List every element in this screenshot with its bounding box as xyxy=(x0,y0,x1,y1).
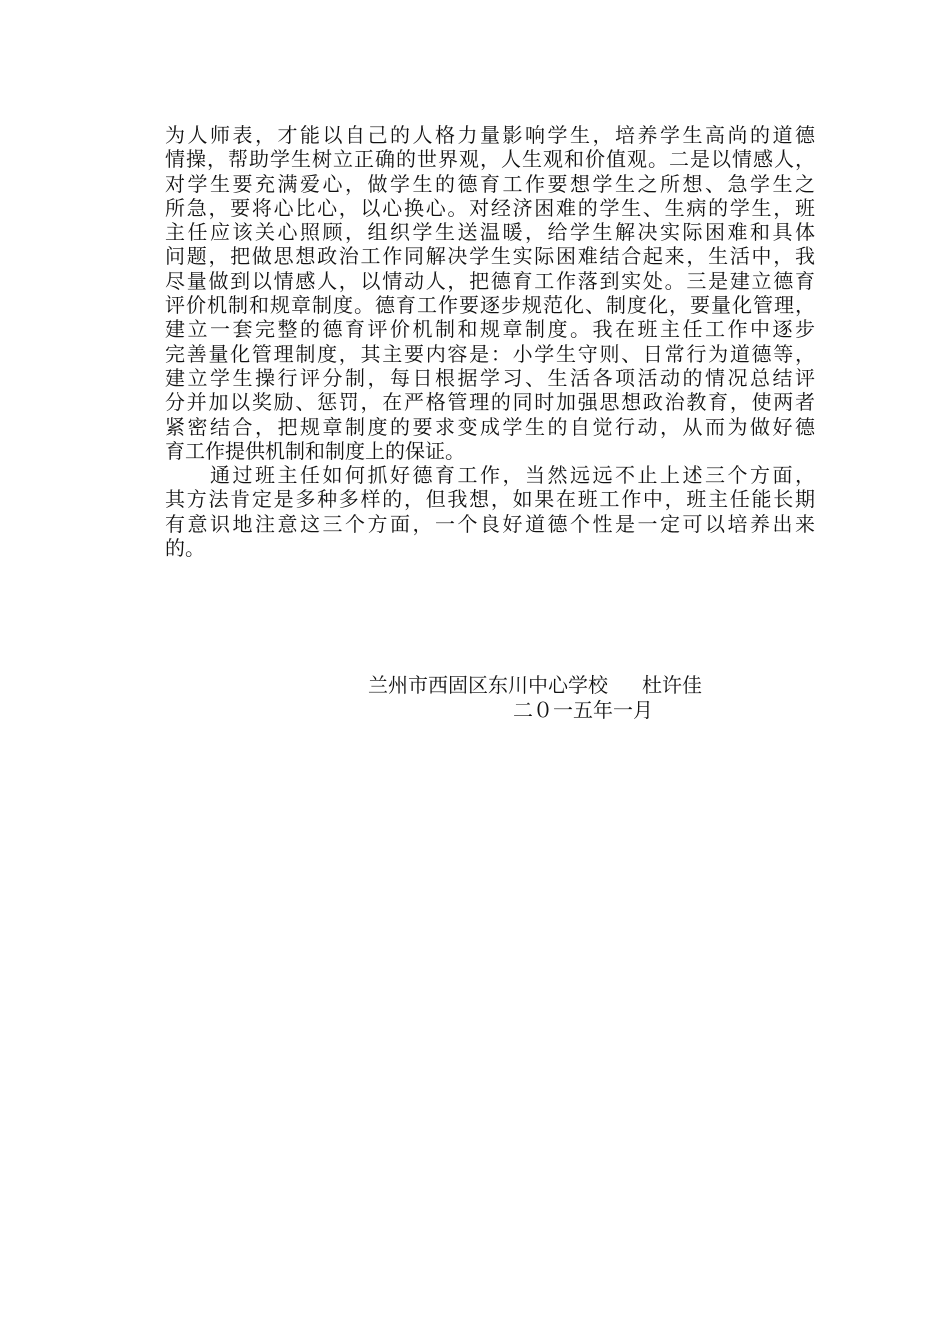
text-line: 所急，要将心比心，以心换心。对经济困难的学生、生病的学生，班 xyxy=(165,195,815,220)
text-line: 情操，帮助学生树立正确的世界观，人生观和价值观。二是以情感人， xyxy=(165,147,815,172)
text-line: 主任应该关心照顾，组织学生送温暖，给学生解决实际困难和具体 xyxy=(165,220,815,245)
author-name: 杜许佳 xyxy=(642,673,702,697)
text-line: 问题，把做思想政治工作同解决学生实际困难结合起来，生活中，我 xyxy=(165,244,815,269)
text-line: 紧密结合，把规章制度的要求变成学生的自觉行动，从而为做好德 xyxy=(165,414,815,439)
document-date: 二０一五年一月 xyxy=(513,698,653,722)
text-line: 通过班主任如何抓好德育工作，当然远远不止上述三个方面， xyxy=(165,463,815,488)
text-line: 完善量化管理制度，其主要内容是：小学生守则、日常行为道德等， xyxy=(165,341,815,366)
text-line: 对学生要充满爱心，做学生的德育工作要想学生之所想、急学生之 xyxy=(165,171,815,196)
text-line: 建立一套完整的德育评价机制和规章制度。我在班主任工作中逐步 xyxy=(165,317,815,342)
signature-line xyxy=(368,673,702,697)
text-line: 为人师表，才能以自己的人格力量影响学生，培养学生高尚的道德 xyxy=(165,123,815,147)
text-line: 建立学生操行评分制，每日根据学习、生活各项活动的情况总结评 xyxy=(165,365,815,390)
text-line: 育工作提供机制和制度上的保证。 xyxy=(165,438,465,463)
text-line: 分并加以奖励、惩罚，在严格管理的同时加强思想政治教育，使两者 xyxy=(165,390,815,415)
text-line: 评价机制和规章制度。德育工作要逐步规范化、制度化，要量化管理， xyxy=(165,293,815,318)
text-line: 尽量做到以情感人，以情动人，把德育工作落到实处。三是建立德育 xyxy=(165,268,815,293)
body-text xyxy=(165,123,815,560)
school-name: 兰州市西固区东川中心学校 xyxy=(368,673,608,697)
text-line: 其方法肯定是多种多样的，但我想，如果在班工作中，班主任能长期 xyxy=(165,487,815,512)
text-line: 的。 xyxy=(165,536,205,561)
text-line: 有意识地注意这三个方面，一个良好道德个性是一定可以培养出来 xyxy=(165,511,815,536)
